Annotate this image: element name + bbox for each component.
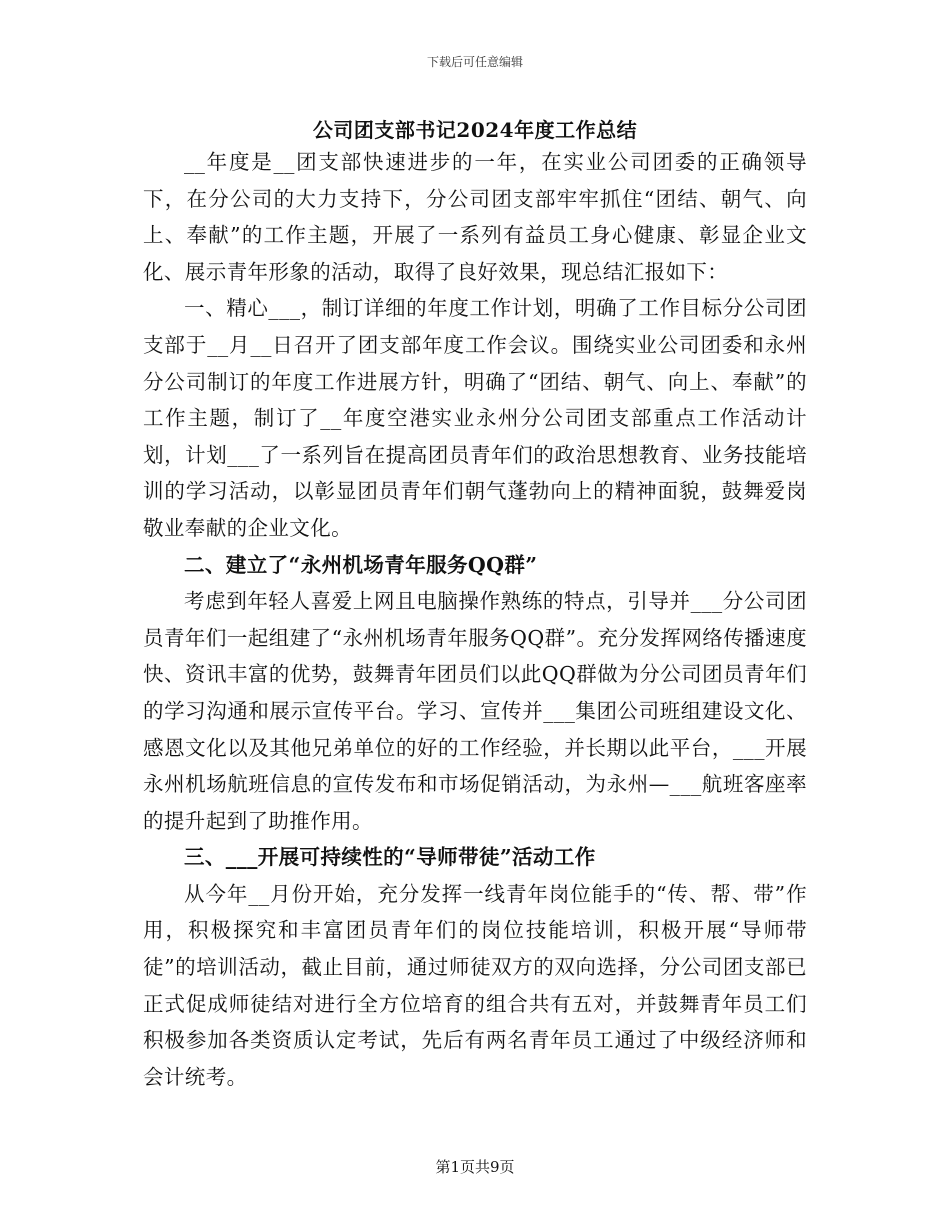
header-note: 下载后可任意编辑 [426,55,523,69]
section-two-heading: 二、建立了“永州机场青年服务QQ群” [184,552,538,577]
document-title: 公司团支部书记2024年度工作总结 [312,118,638,142]
section-two-paragraph: 考虑到年轻人喜爱上网且电脑操作熟练的特点，引导并___分公司团员青年们一起组建了“永州机场青年服务QQ群”。充分发挥网络传播速度快、资讯丰富的优势，鼓舞青年团员们以此QQ群做为分公司团员青年们的学习沟通和展示宣传平台。学习、宣传并___集团公司班组建设文化、感恩文化以及其他兄弟单位的好的工作经验，并长期以此平台，___开展永州机场航班信息的宣传发布和市场促销活动，为永州—___航班客座率的提升起到了助推作用。 [143,589,807,833]
page-number-footer: 第1页共9页 [435,1158,515,1176]
section-three-paragraph: 从今年__月份开始，充分发挥一线青年岗位能手的“传、帮、带”作用，积极探究和丰富团员青年们的岗位技能培训，积极开展“导师带徒”的培训活动，截止目前，通过师徒双方的双向选择，分公司团支部已正式促成师徒结对进行全方位培育的组合共有五对，并鼓舞青年员工们积极参加各类资质认定考试，先后有两名青年员工通过了中级经济师和会计统考。 [143,881,807,1089]
intro-paragraph: __年度是__团支部快速进步的一年，在实业公司团委的正确领导下，在分公司的大力支持下，分公司团支部牢牢抓住“团结、朝气、向上、奉献”的工作主题，开展了一系列有益员工身心健康、彰显企业文化、展示青年形象的活动，取得了良好效果，现总结汇报如下： [143,150,807,284]
section-one-paragraph: 一、精心___，制订详细的年度工作计划，明确了工作目标分公司团支部于__月__日召开了团支部年度工作会议。围绕实业公司团委和永州分公司制订的年度工作进展方针，明确了“团结、朝气、向上、奉献”的工作主题，制订了__年度空港实业永州分公司团支部重点工作活动计划，计划___了一系列旨在提高团员青年们的政治思想教育、业务技能培训的学习活动，以彰显团员青年们朝气蓬勃向上的精神面貌，鼓舞爱岗敬业奉献的企业文化。 [143,296,807,540]
section-three-heading: 三、___开展可持续性的“导师带徒”活动工作 [184,845,596,870]
document-body [143,144,807,1095]
